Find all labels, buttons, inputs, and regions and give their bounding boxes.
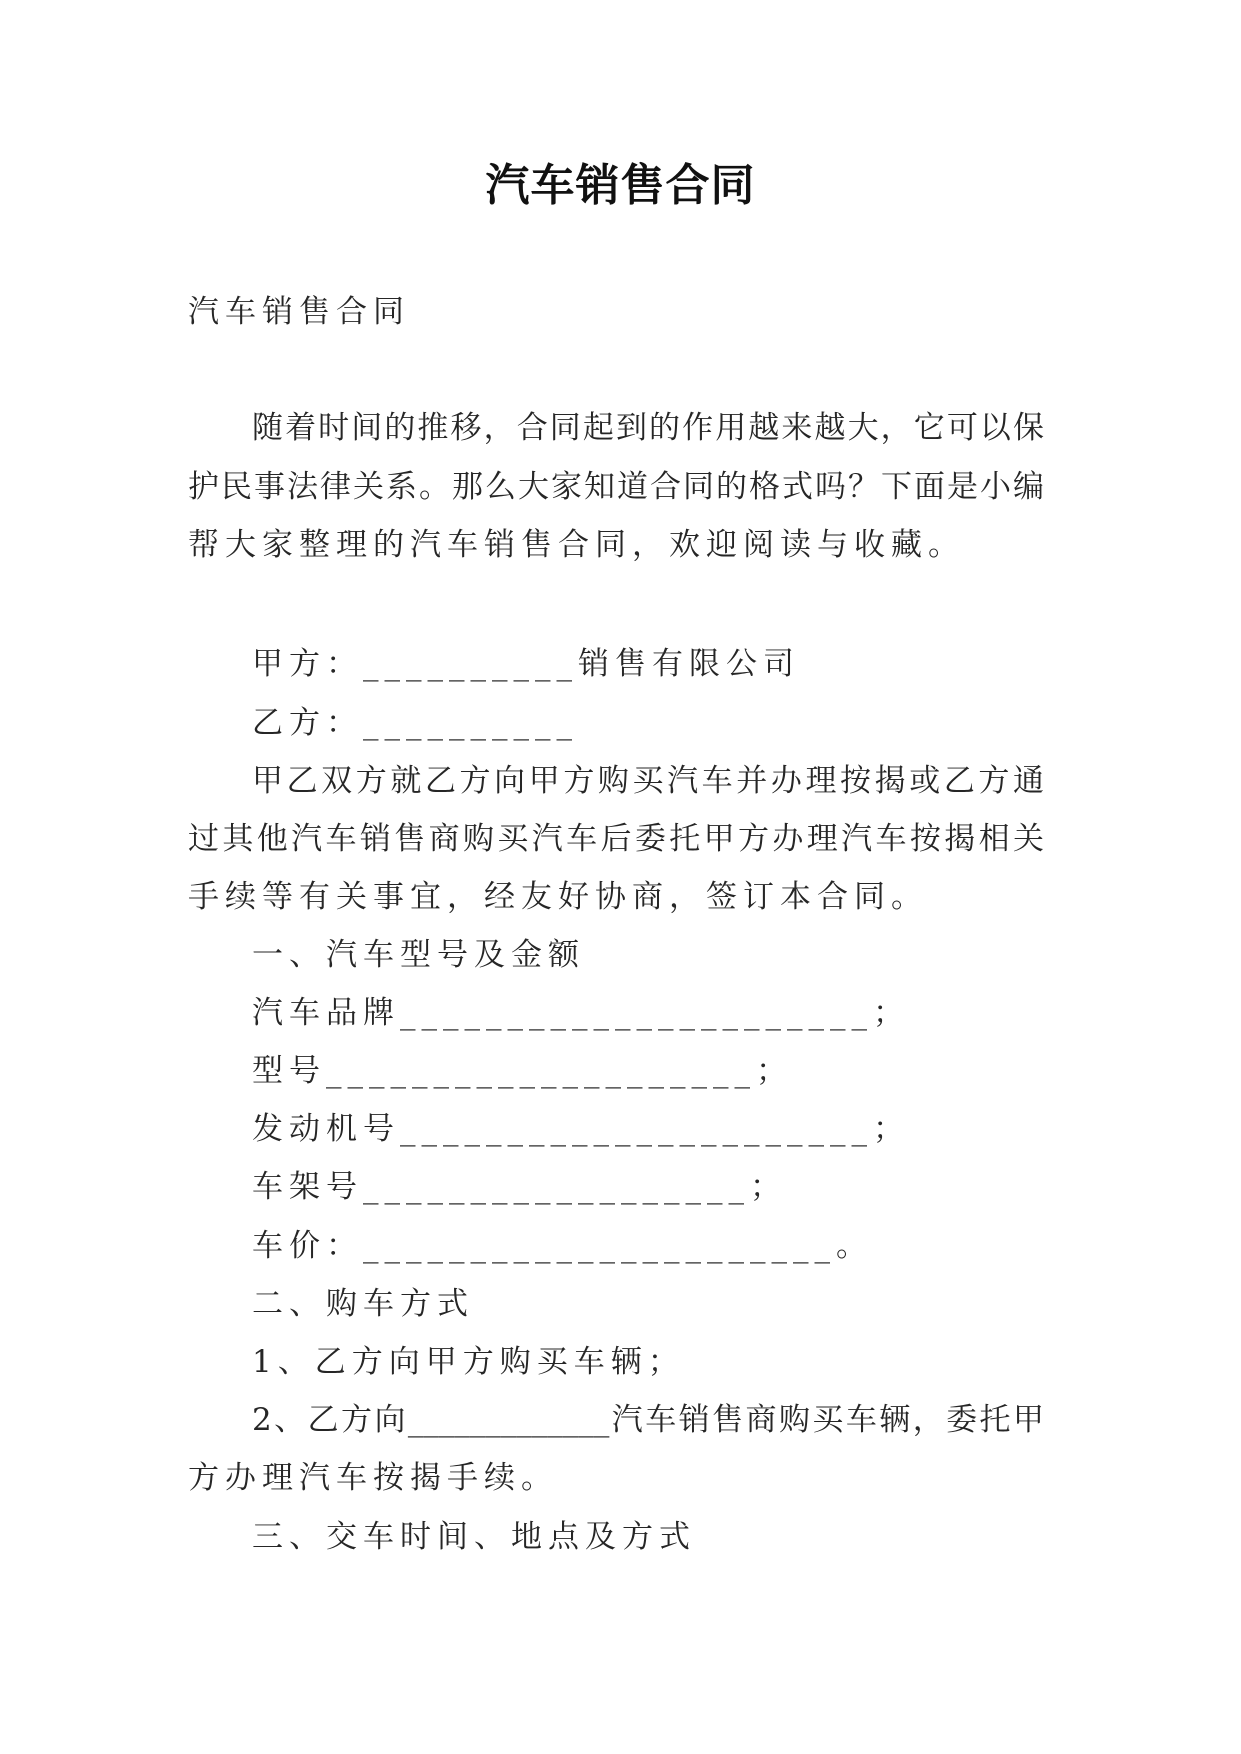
- section-3-heading: 三、交车时间、地点及方式: [252, 1519, 696, 1555]
- field-car-brand: 汽车品牌______________________；: [252, 995, 910, 1031]
- party-a-line: 甲方：__________销售有限公司: [252, 646, 800, 682]
- preamble-line-2: 过其他汽车销售商购买汽车后委托甲方办理汽车按揭相关: [188, 821, 1044, 857]
- section-2-heading: 二、购车方式: [252, 1286, 474, 1322]
- field-engine-number: 发动机号______________________；: [252, 1111, 910, 1147]
- field-model: 型号____________________；: [252, 1053, 793, 1089]
- field-car-price: 车价：______________________。: [252, 1228, 873, 1264]
- intro-line-2: 护民事法律关系。那么大家知道合同的格式吗？下面是小编: [188, 469, 1044, 505]
- intro-line-3: 帮大家整理的汽车销售合同，欢迎阅读与收藏。: [188, 527, 965, 563]
- party-b-line: 乙方：__________: [252, 705, 578, 741]
- field-frame-number: 车架号__________________；: [252, 1169, 787, 1205]
- purchase-method-2-line-2: 方办理汽车按揭手续。: [188, 1460, 558, 1496]
- section-1-heading: 一、汽车型号及金额: [252, 937, 585, 973]
- intro-line-1: 随着时间的推移，合同起到的作用越来越大，它可以保: [252, 410, 1044, 446]
- document-title: 汽车销售合同: [485, 160, 756, 211]
- preamble-line-3: 手续等有关事宜，经友好协商，签订本合同。: [188, 879, 928, 915]
- purchase-method-2-line-1: 2、乙方向_____________汽车销售商购买车辆，委托甲: [252, 1402, 1044, 1438]
- document-subtitle: 汽车销售合同: [188, 294, 410, 330]
- purchase-method-1: 1、乙方向甲方购买车辆；: [252, 1344, 685, 1380]
- preamble-line-1: 甲乙双方就乙方向甲方购买汽车并办理按揭或乙方通: [252, 763, 1044, 799]
